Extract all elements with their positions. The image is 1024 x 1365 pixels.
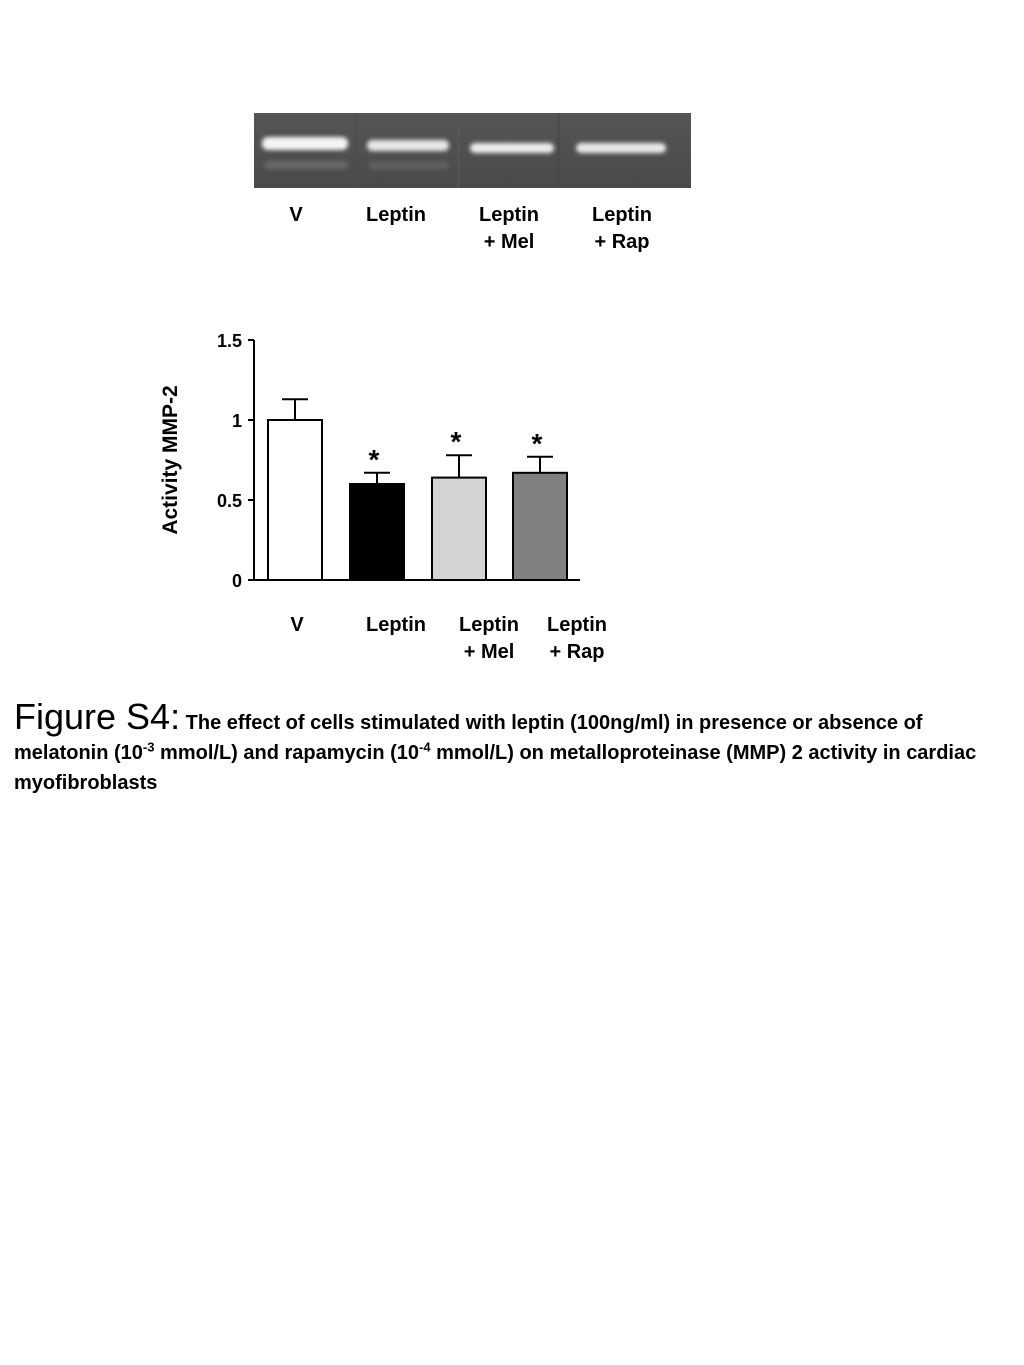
caption-superscript: -4 — [419, 739, 431, 755]
gel-band — [470, 143, 554, 153]
caption-text: mmol/L) and rapamycin (10 — [154, 742, 419, 764]
caption-text: mmol/L) on metalloproteinase (MMP) 2 activity in cardiac myofibroblasts — [14, 742, 977, 794]
x-tick-label: Leptin — [366, 614, 426, 636]
bar — [350, 484, 404, 580]
bar — [268, 420, 322, 580]
significance-marker: * — [450, 426, 462, 458]
gel-lane-label: Leptin — [366, 204, 426, 226]
significance-marker: * — [531, 427, 543, 459]
y-tick-label: 1 — [231, 411, 242, 431]
figure-label: Figure S4: — [14, 696, 181, 737]
gel-band — [367, 140, 449, 151]
gel-band — [576, 143, 666, 153]
gel-lane-label: Leptin + Rap — [592, 204, 652, 253]
gel-band — [262, 137, 348, 150]
significance-marker: * — [368, 443, 380, 475]
x-tick-label: + Mel — [463, 641, 515, 663]
caption-superscript: -3 — [142, 739, 155, 755]
x-tick-label: Leptin — [547, 614, 607, 636]
figure-caption — [14, 696, 1004, 798]
y-axis-label: Activity MMP-2 — [159, 385, 182, 535]
gel-lane-label: Leptin + Mel — [479, 204, 539, 253]
y-tick-label: 0.5 — [216, 491, 242, 511]
bar-chart — [0, 300, 700, 680]
x-tick-label: Leptin — [459, 614, 519, 636]
gel-image — [254, 113, 691, 188]
x-tick-label: V — [290, 614, 304, 636]
bar — [432, 478, 486, 580]
caption-text: The effect of cells stimulated with leptin (100ng/ml) in presence or absence of melatonin (10 — [14, 712, 923, 764]
y-tick-label: 1.5 — [216, 331, 242, 351]
x-tick-label: + Rap — [549, 641, 605, 663]
y-tick-label: 0 — [231, 571, 242, 591]
bar — [513, 473, 567, 580]
gel-lane-label: V — [289, 204, 303, 226]
